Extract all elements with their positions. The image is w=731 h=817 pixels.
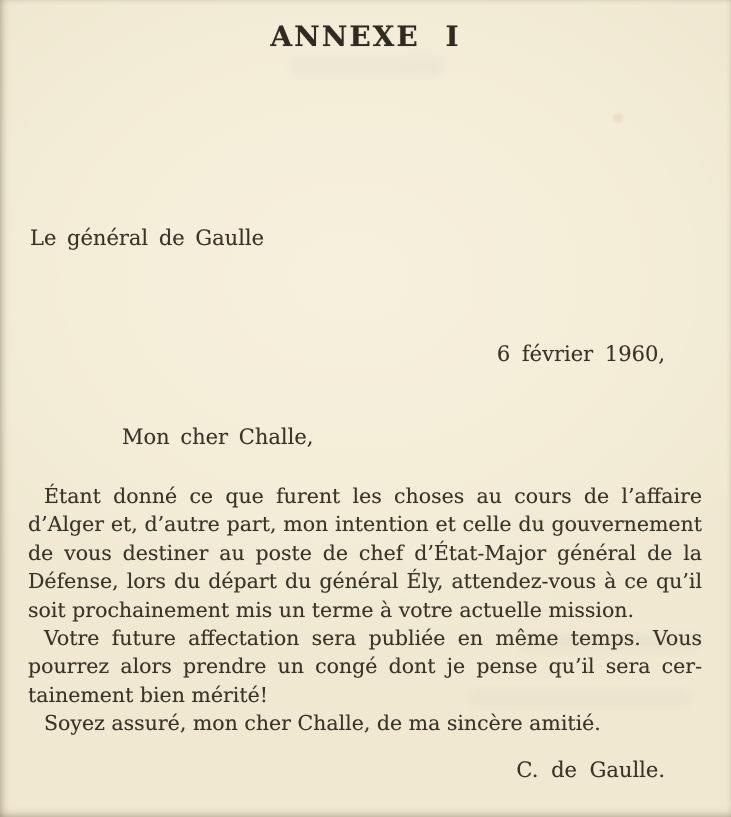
letter-date: 6 février 1960, — [496, 342, 665, 366]
showthrough-smudge — [292, 56, 442, 76]
body-line: Défense, lors du départ du général Ély, attendez-vous à ce qu’il — [28, 569, 702, 594]
body-line: soit prochainement mis un terme à votre actuelle mission. — [28, 597, 635, 622]
body-line: Étant donné ce que furent les choses au cours de l’affaire — [44, 484, 702, 508]
letter-signature: C. de Gaulle. — [516, 758, 665, 782]
body-line: Soyez assuré, mon cher Challe, de ma sincère amitié. — [44, 711, 601, 736]
body-line: d’Alger et, d’autre part, mon intention et celle du gouvernement — [28, 512, 702, 537]
body-line: de vous destiner au poste de chef d’État-Major général de la — [28, 540, 702, 565]
body-line: tainement bien mérité! — [28, 682, 268, 707]
letter-sender-line: Le général de Gaulle — [30, 226, 265, 250]
letter-salutation: Mon cher Challe, — [122, 425, 314, 449]
annex-title: ANNEXE I — [270, 20, 461, 53]
letter-body — [28, 482, 702, 738]
body-line: pourrez alors prendre un congé dont je pense qu’il sera cer- — [28, 654, 702, 679]
body-line: Votre future affectation sera publiée en même temps. Vous — [44, 626, 702, 651]
